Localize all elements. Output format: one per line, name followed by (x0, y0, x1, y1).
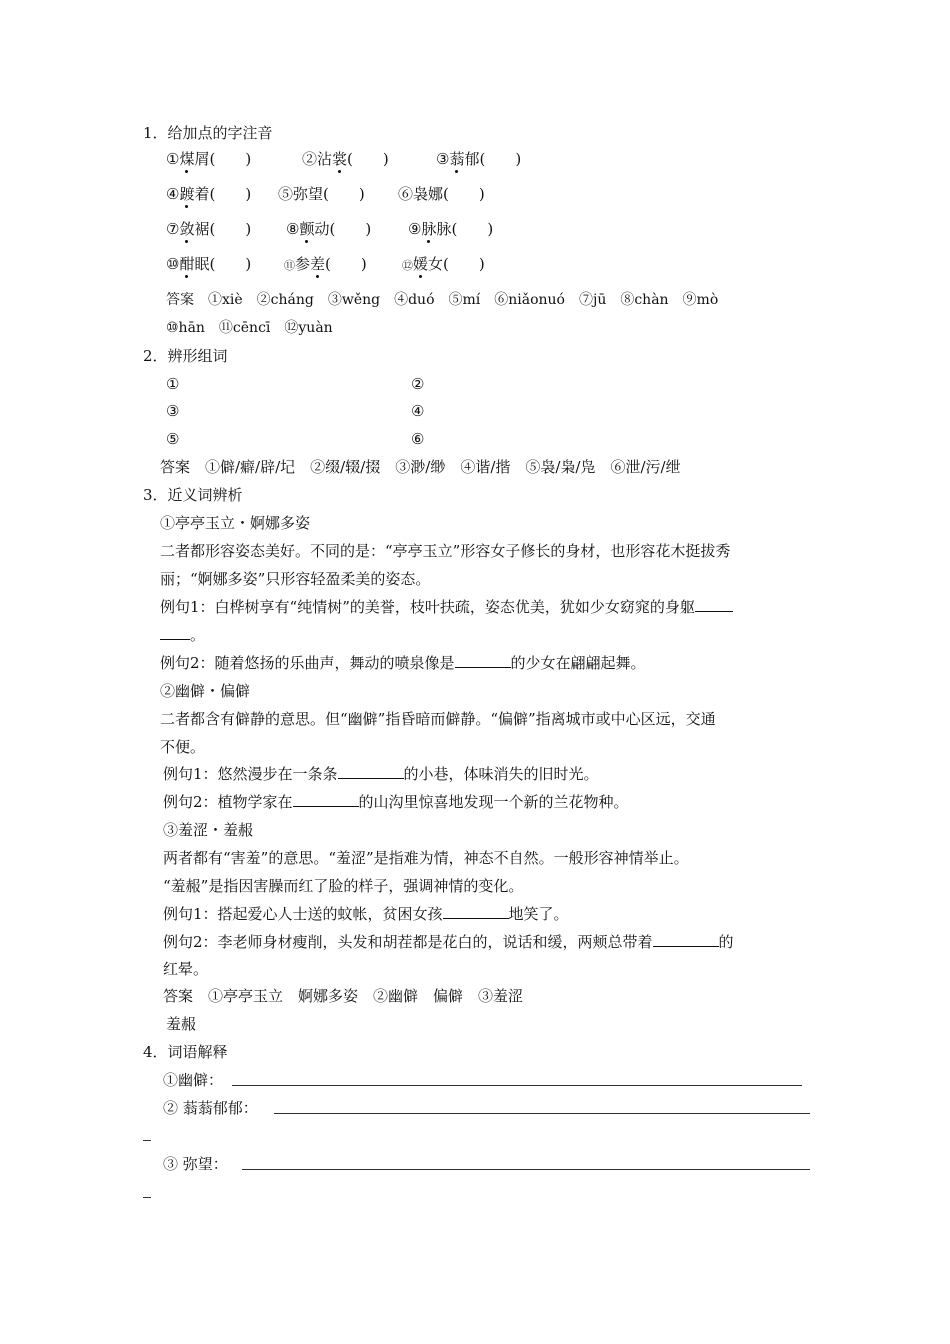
q1-item: ③蓊郁( ) (436, 150, 522, 168)
q3-p3-example-2: 例句2：李老师身材瘦削，头发和胡茬都是花白的，说话和缓，两颊总带着 的 (163, 933, 734, 951)
q1-item: ⑩酣眠( ) (166, 255, 252, 273)
answer-blank (293, 791, 359, 807)
q2-item: ③ (166, 402, 180, 420)
q2-item: ④ (411, 402, 425, 420)
q1-item: ⑤弥望( ) (278, 185, 365, 203)
q2-title: 2．辨形组词 (143, 347, 228, 365)
q4-item-label: ② 蓊蓊郁郁： (163, 1099, 258, 1117)
q1-item: ⑥袅娜( ) (398, 185, 485, 203)
q3-p2-text-cont: 不便。 (160, 738, 206, 756)
q1-item: ⑧颤动( ) (286, 220, 372, 238)
q2-answer: 答案 ①僻/癖/辟/圮 ②缀/辍/掇 ③渺/缈 ④谐/揩 ⑤袅/枭/凫 ⑥泄/污/绁 (160, 458, 681, 476)
q1-item: ④踱着( ) (166, 185, 252, 203)
q2-item: ⑥ (411, 430, 425, 448)
q2-item: ① (166, 375, 180, 393)
q3-p3-example-2-cont: 红晕。 (163, 960, 209, 978)
q4-title: 4．词语解释 (143, 1043, 228, 1061)
q1-title: 1．给加点的字注音 (143, 124, 273, 142)
q3-p2-heading: ②幽僻・偏僻 (160, 682, 251, 700)
q3-answer-cont: 羞赧 (166, 1015, 197, 1033)
q3-p2-text: 二者都含有僻静的意思。但“幽僻”指昏暗而僻静。“偏僻”指离城市或中心区远，交通 (160, 710, 716, 728)
q2-item: ② (411, 375, 425, 393)
q2-item: ⑤ (166, 430, 180, 448)
q1-answer: 答案 ①xiè ②cháng ③wěng ④duó ⑤mí ⑥niǎonuó ⑦jū ⑧chàn ⑨mò (166, 292, 719, 308)
answer-line-end (143, 1140, 151, 1141)
q3-p3-text-cont: “羞赧”是指因害臊而红了脸的样子，强调神情的变化。 (163, 877, 524, 895)
q4-item-label: ③ 弥望： (163, 1155, 228, 1173)
q3-p2-example-1: 例句1：悠然漫步在一条条 的小巷，体味消失的旧时光。 (163, 765, 599, 783)
answer-blank (160, 624, 190, 640)
q1-item: ⑦敛裾( ) (166, 220, 252, 238)
answer-line (232, 1085, 802, 1086)
q1-item: ①煤屑( ) (166, 150, 252, 168)
q4-item-label: ①幽僻： (163, 1071, 224, 1089)
answer-blank (443, 903, 509, 919)
q3-p1-example-2: 例句2：随着悠扬的乐曲声，舞动的喷泉像是 的少女在翩翩起舞。 (160, 654, 646, 672)
answer-line (242, 1169, 810, 1170)
q1-item: ②沾裳( ) (302, 150, 389, 168)
q3-p2-example-2: 例句2：植物学家在 的山沟里惊喜地发现一个新的兰花物种。 (163, 793, 629, 811)
answer-blank (455, 652, 511, 668)
answer-blank (695, 596, 733, 612)
answer-line-end (143, 1197, 151, 1198)
q1-item: ⑨脉脉( ) (408, 220, 494, 238)
answer-blank (653, 931, 719, 947)
q1-item: ⑪参差( ) (284, 255, 367, 273)
q3-p1-text: 二者都形容姿态美好。不同的是：“亭亭玉立”形容女子修长的身材，也形容花木挺拔秀 (160, 542, 731, 560)
q3-title: 3．近义词辨析 (143, 486, 243, 504)
q3-p3-heading: ③羞涩・羞赧 (163, 821, 254, 839)
q3-p3-example-1: 例句1：搭起爱心人士送的蚊帐，贫困女孩 地笑了。 (163, 905, 569, 923)
q3-p3-text: 两者都有“害羞”的意思。“羞涩”是指难为情，神态不自然。一般形容神情举止。 (163, 849, 689, 867)
q1-answer-cont: ⑩hān ⑪cēncī ⑫yuàn (166, 320, 333, 336)
q3-p1-example-1: 例句1：白桦树享有“纯情树”的美誉，枝叶扶疏，姿态优美，犹如少女窈窕的身躯 (160, 596, 733, 618)
q1-item: ⑫媛女( ) (402, 255, 485, 273)
q3-p1-heading: ①亭亭玉立・婀娜多姿 (160, 514, 311, 532)
answer-blank (338, 763, 404, 779)
q3-p1-example-1-cont: 。 (160, 624, 205, 646)
q3-answer: 答案 ①亭亭玉立 婀娜多姿 ②幽僻 偏僻 ③羞涩 (163, 987, 524, 1005)
q3-p1-text-cont: 丽；“婀娜多姿”只形容轻盈柔美的姿态。 (160, 570, 431, 588)
answer-line (274, 1113, 810, 1114)
